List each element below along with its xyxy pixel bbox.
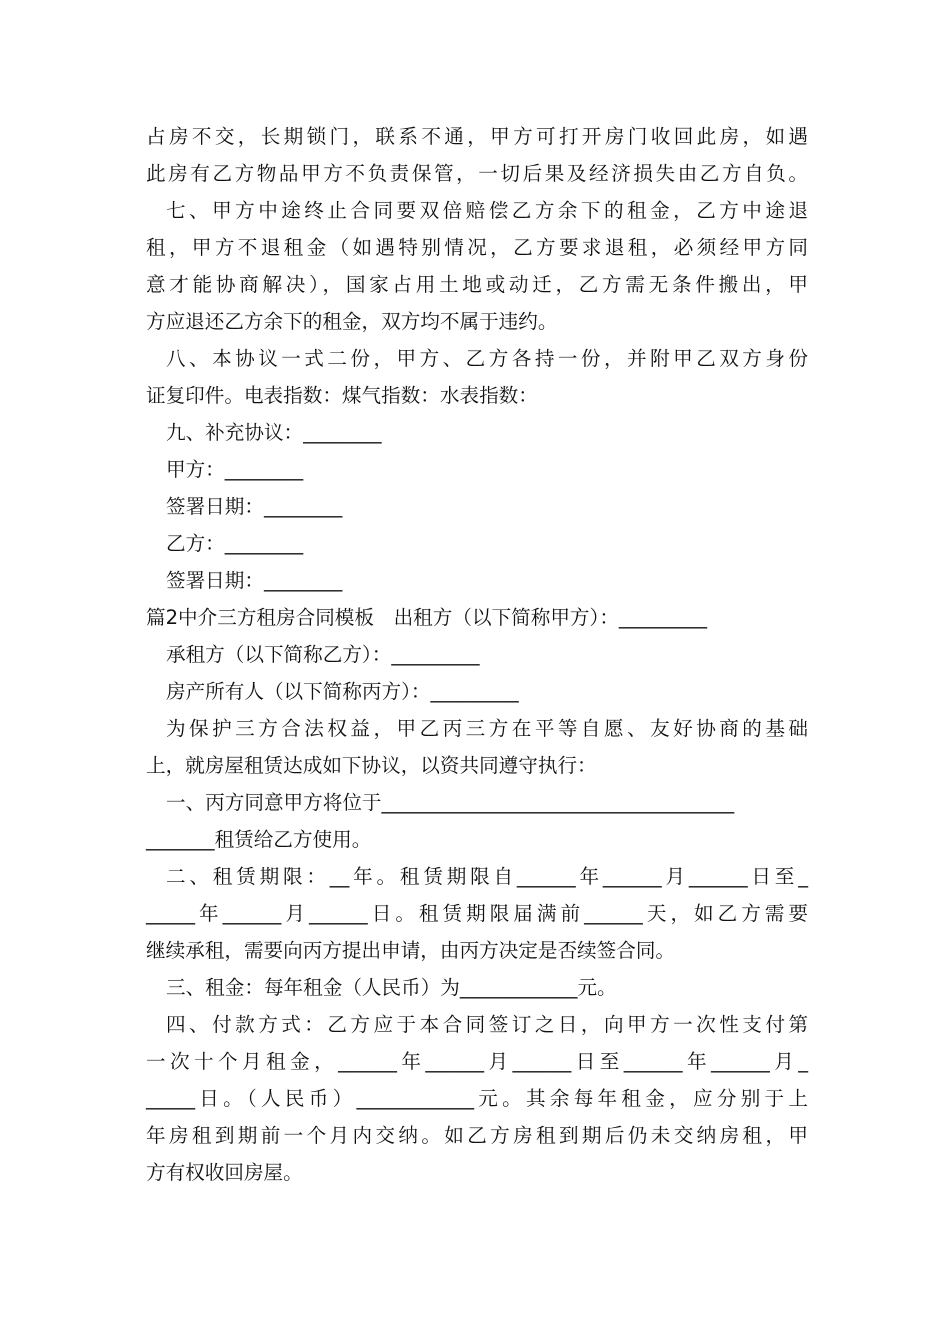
- article-2-line-1: 二、租赁期限：__年。租赁期限自______年______月______日至_: [166, 865, 808, 888]
- section-2-heading: 篇2中介三方租房合同模板 出租方（以下简称甲方）：_________: [146, 606, 708, 629]
- party-a-signature: 甲方：________: [166, 458, 304, 481]
- article-4-line-2: 一次十个月租金，______年______月______日至______年______月_: [146, 1050, 808, 1073]
- article-4-line-4: 年房租到期前一个月内交纳。如乙方房租到期后仍未交纳房租，甲: [146, 1124, 808, 1147]
- article-2-line-2: _____年______月______日。租赁期限届满前______天，如乙方需要: [146, 902, 808, 925]
- owner-line: 房产所有人（以下简称丙方）：_________: [166, 680, 519, 703]
- party-a-sign-date: 签署日期：________: [166, 495, 343, 518]
- lessee-line: 承租方（以下简称乙方）：_________: [166, 643, 480, 666]
- clause-7-line-4: 方应退还乙方余下的租金，双方均不属于违约。: [146, 310, 558, 333]
- article-4-line-5: 方有权收回房屋。: [146, 1161, 303, 1184]
- clause-8-line-1: 八、本协议一式二份，甲方、乙方各持一份，并附甲乙双方身份: [166, 347, 808, 370]
- clause-7-line-2: 租，甲方不退租金（如遇特别情况，乙方要求退租，必须经甲方同: [146, 236, 808, 259]
- preamble-line-1: 为保护三方合法权益，甲乙丙三方在平等自愿、友好协商的基础: [166, 717, 808, 740]
- article-1-line-2: _______租赁给乙方使用。: [146, 828, 372, 851]
- article-4-line-3: _____日。（人民币）____________元。其余每年租金，应分别于上: [146, 1087, 808, 1110]
- text-line-2: 此房有乙方物品甲方不负责保管，一切后果及经济损失由乙方自负。: [146, 162, 808, 185]
- preamble-line-2: 上，就房屋租赁达成如下协议，以资共同遵守执行：: [146, 754, 597, 777]
- article-2-line-3: 继续承租，需要向丙方提出申请，由丙方决定是否续签合同。: [146, 939, 676, 962]
- party-b-sign-date: 签署日期：________: [166, 569, 343, 592]
- article-3-rent: 三、租金：每年租金（人民币）为____________元。: [166, 976, 617, 999]
- article-1-line-1: 一、丙方同意甲方将位于____________________________________: [166, 791, 735, 814]
- clause-8-line-2: 证复印件。电表指数：煤气指数：水表指数：: [146, 384, 538, 407]
- clause-7-line-1: 七、甲方中途终止合同要双倍赔偿乙方余下的租金，乙方中途退: [166, 199, 808, 222]
- party-b-signature: 乙方：________: [166, 532, 304, 555]
- text-line-1: 占房不交，长期锁门，联系不通，甲方可打开房门收回此房，如遇: [146, 125, 808, 148]
- clause-7-line-3: 意才能协商解决），国家占用土地或动迁，乙方需无条件搬出，甲: [146, 273, 808, 296]
- article-4-line-1: 四、付款方式：乙方应于本合同签订之日，向甲方一次性支付第: [166, 1013, 808, 1036]
- clause-9-supplement: 九、补充协议：________: [166, 421, 382, 444]
- document-body: [146, 118, 808, 1191]
